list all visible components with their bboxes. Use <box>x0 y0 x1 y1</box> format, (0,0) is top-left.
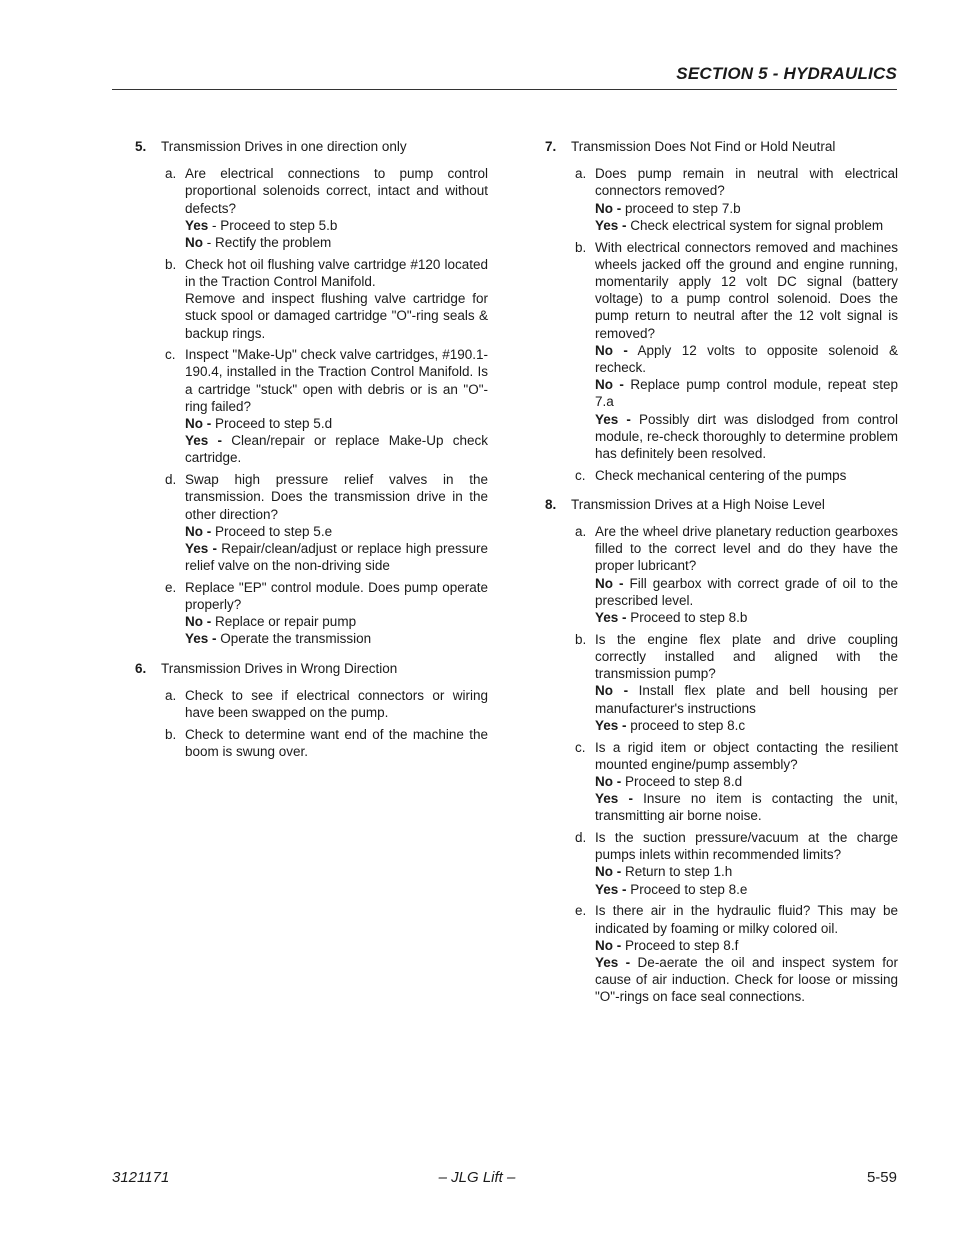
line-text: Check mechanical centering of the pumps <box>595 467 847 483</box>
sub-step-body <box>595 467 898 484</box>
sub-step <box>575 739 898 825</box>
sub-step <box>575 902 898 1005</box>
step-number: 7. <box>545 139 557 154</box>
sub-step-line <box>595 829 898 863</box>
sub-step-line <box>185 630 488 647</box>
answer-label: No - <box>595 937 622 953</box>
sub-step <box>165 726 488 760</box>
step-heading <box>135 138 488 155</box>
sub-step-line <box>595 165 898 199</box>
line-text: Operate the transmission <box>216 631 372 647</box>
sub-step-letter: d. <box>165 472 177 488</box>
left-column <box>135 138 488 772</box>
line-text: Does pump remain in neutral with electrical connectors removed? <box>595 166 898 199</box>
line-text: Check to determine want end of the machine the boom is swung over. <box>185 726 488 759</box>
sub-step <box>575 829 898 898</box>
troubleshooting-step <box>135 138 488 648</box>
line-text: Is there air in the hydraulic fluid? This may be indicated by foaming or milky colored oil. <box>595 903 898 936</box>
sub-step-body <box>185 579 488 648</box>
footer-brand: – JLG Lift – <box>438 1169 516 1186</box>
sub-step-letter: a. <box>575 166 587 182</box>
sub-step-body <box>595 902 898 1005</box>
sub-step-letter: b. <box>575 239 587 255</box>
sub-step-letter: e. <box>165 579 177 595</box>
line-text: proceed to step 7.b <box>621 200 741 216</box>
sub-step-line <box>595 881 898 898</box>
sub-step-line <box>185 579 488 613</box>
sub-step-line <box>185 165 488 217</box>
step-heading <box>135 660 488 677</box>
answer-label: Yes - <box>595 791 633 807</box>
answer-label: No - <box>185 614 212 630</box>
line-text: - Rectify the problem <box>203 235 332 251</box>
line-text: Swap high pressure relief valves in the transmission. Does the transmission drive in the other direction? <box>185 472 488 522</box>
sub-step-line <box>595 937 898 954</box>
sub-step-body <box>185 471 488 574</box>
line-text: Remove and inspect flushing valve cartridge for stuck spool or damaged cartridge "O"-ring seals & backup rings. <box>185 291 488 341</box>
answer-label: No <box>185 235 203 251</box>
sub-step <box>575 165 898 234</box>
sub-step <box>165 256 488 342</box>
answer-label: No - <box>185 523 212 539</box>
sub-step-line <box>185 687 488 721</box>
sub-step-line <box>595 954 898 1006</box>
sub-step-body <box>595 165 898 234</box>
sub-step-letter: c. <box>575 739 586 755</box>
sub-step-body <box>595 739 898 825</box>
line-text: Fill gearbox with correct grade of oil to the prescribed level. <box>595 575 898 608</box>
answer-label: Yes - <box>185 631 217 647</box>
line-text: Check electrical system for signal problem <box>626 217 884 233</box>
sub-step-line <box>185 471 488 523</box>
sub-step <box>165 579 488 648</box>
sub-step-line <box>595 739 898 773</box>
line-text: Possibly dirt was dislodged from control module, re-check thoroughly to determine problem has definitely been resolved. <box>595 411 898 461</box>
sub-step-line <box>185 217 488 234</box>
sub-step <box>165 471 488 574</box>
line-text: Proceed to step 5.e <box>211 523 333 539</box>
sub-step-body <box>185 687 488 721</box>
sub-step-line <box>185 346 488 415</box>
sub-step-letter: b. <box>165 256 177 272</box>
answer-label: Yes - <box>595 217 627 233</box>
sub-step-body <box>185 726 488 760</box>
answer-label: No - <box>595 575 624 591</box>
line-text: Insure no item is contacting the unit, transmitting air borne noise. <box>595 791 898 824</box>
answer-label: Yes - <box>595 954 631 970</box>
step-title: Transmission Does Not Find or Hold Neutral <box>571 139 836 154</box>
answer-label: Yes - <box>595 881 627 897</box>
answer-label: No - <box>595 683 629 699</box>
line-text: proceed to step 8.c <box>626 717 746 733</box>
sub-step <box>165 346 488 466</box>
sub-step-body <box>595 829 898 898</box>
answer-label: No - <box>595 773 622 789</box>
answer-label: Yes - <box>595 610 627 626</box>
sub-step <box>165 687 488 721</box>
sub-step-line <box>595 790 898 824</box>
sub-step-line <box>595 631 898 683</box>
step-title: Transmission Drives in one direction only <box>161 139 407 154</box>
line-text: Apply 12 volts to opposite solenoid & recheck. <box>595 342 898 375</box>
line-text: Return to step 1.h <box>621 864 733 880</box>
line-text: Proceed to step 8.e <box>626 881 748 897</box>
line-text: Inspect "Make-Up" check valve cartridges, #190.1-190.4, installed in the Traction Control Manifold. Is a cartridge "stuck" open with debris or is an "O"-ring failed? <box>185 347 488 414</box>
answer-label: No - <box>185 416 212 432</box>
line-text: Proceed to step 8.d <box>621 773 743 789</box>
sub-step <box>575 631 898 734</box>
sub-step <box>575 467 898 484</box>
answer-label: No - <box>595 864 622 880</box>
line-text: Are the wheel drive planetary reduction gearboxes filled to the correct level and do they have the proper lubricant? <box>595 524 898 574</box>
sub-step-line <box>185 415 488 432</box>
sub-step-letter: a. <box>165 166 177 182</box>
sub-step-line <box>595 523 898 575</box>
sub-step-body <box>185 256 488 342</box>
answer-label: Yes - <box>595 411 631 427</box>
line-text: Is the suction pressure/vacuum at the charge pumps inlets within recommended limits? <box>595 830 898 863</box>
line-text: Proceed to step 8.b <box>626 610 748 626</box>
answer-label: No - <box>595 377 624 393</box>
sub-step-line <box>595 376 898 410</box>
sub-step-line <box>185 234 488 251</box>
step-title: Transmission Drives in Wrong Direction <box>161 660 398 676</box>
step-title: Transmission Drives at a High Noise Level <box>571 496 825 512</box>
sub-step-letter: c. <box>165 347 176 363</box>
right-column <box>545 138 898 1018</box>
line-text: Clean/repair or replace Make-Up check cartridge. <box>185 433 488 466</box>
sub-step-line <box>595 682 898 716</box>
sub-step-letter: a. <box>575 524 587 540</box>
section-title: SECTION 5 - HYDRAULICS <box>676 64 897 83</box>
sub-step-letter: d. <box>575 830 587 846</box>
step-heading <box>545 496 898 513</box>
sub-step-letter: b. <box>575 631 587 647</box>
line-text: Check hot oil flushing valve cartridge #120 located in the Traction Control Manifold. <box>185 256 488 289</box>
sub-step-line <box>595 239 898 342</box>
answer-label: Yes - <box>185 540 217 556</box>
sub-step-line <box>595 609 898 626</box>
sub-step-line <box>595 717 898 734</box>
sub-step-line <box>185 290 488 342</box>
line-text: Install flex plate and bell housing per manufacturer's instructions <box>595 683 898 716</box>
sub-step-letter: e. <box>575 903 587 919</box>
line-text: With electrical connectors removed and machines wheels jacked off the ground and engine running, momentarily apply 12 volt DC signal (battery voltage) to a pump control solenoid. Does the pump return to neutral after the 12 volt signal is removed? <box>595 239 898 341</box>
line-text: Is a rigid item or object contacting the resilient mounted engine/pump assembly? <box>595 739 898 772</box>
sub-step-letter: b. <box>165 726 177 742</box>
sub-step-line <box>595 467 898 484</box>
answer-label: Yes - <box>595 717 627 733</box>
sub-step <box>165 165 488 251</box>
sub-step-body <box>185 165 488 251</box>
sub-step-letter: a. <box>165 687 177 703</box>
troubleshooting-step <box>135 660 488 761</box>
sub-step-line <box>595 863 898 880</box>
sub-step-line <box>595 575 898 609</box>
doc-number: 3121171 <box>112 1169 170 1186</box>
line-text: Check to see if electrical connectors or wiring have been swapped on the pump. <box>185 687 488 721</box>
sub-step-line <box>595 411 898 463</box>
step-number: 5. <box>135 139 147 154</box>
sub-step-line <box>185 432 488 466</box>
line-text: Replace pump control module, repeat step 7.a <box>595 377 898 410</box>
troubleshooting-step <box>545 496 898 1006</box>
sub-step-line <box>595 217 898 234</box>
line-text: Proceed to step 5.d <box>211 416 333 432</box>
answer-label: Yes <box>185 217 209 233</box>
line-text: Replace or repair pump <box>211 614 357 630</box>
sub-step-body <box>595 523 898 626</box>
line-text: - Proceed to step 5.b <box>208 217 338 233</box>
step-number: 8. <box>545 496 557 512</box>
sub-step-line <box>185 540 488 574</box>
line-text: Replace "EP" control module. Does pump operate properly? <box>185 579 488 613</box>
sub-step-line <box>595 773 898 790</box>
page-number: 5-59 <box>866 1169 897 1186</box>
sub-step-body <box>595 631 898 734</box>
sub-step <box>575 239 898 463</box>
header-divider <box>112 89 897 90</box>
sub-step-letter: c. <box>575 467 586 483</box>
troubleshooting-step <box>545 138 898 484</box>
sub-step-line <box>595 342 898 376</box>
sub-step-line <box>185 613 488 630</box>
line-text: Proceed to step 8.f <box>621 937 739 953</box>
sub-step-line <box>185 726 488 760</box>
sub-step-line <box>595 902 898 936</box>
line-text: Is the engine flex plate and drive coupling correctly installed and aligned with the transmission pump? <box>595 631 898 682</box>
sub-step-body <box>185 346 488 466</box>
line-text: Repair/clean/adjust or replace high pressure relief valve on the non-driving side <box>185 540 488 574</box>
sub-step-body <box>595 239 898 463</box>
sub-step-line <box>185 523 488 540</box>
answer-label: No - <box>595 200 622 216</box>
line-text: Are electrical connections to pump control proportional solenoids correct, intact and without defects? <box>185 166 488 216</box>
sub-step-line <box>185 256 488 290</box>
step-heading <box>545 138 898 155</box>
sub-step <box>575 523 898 626</box>
answer-label: No - <box>595 342 628 358</box>
answer-label: Yes - <box>185 433 222 449</box>
sub-step-line <box>595 200 898 217</box>
step-number: 6. <box>135 660 147 676</box>
line-text: De-aerate the oil and inspect system for cause of air induction. Check for loose or missing "O"-rings on face seal connections. <box>595 954 898 1005</box>
